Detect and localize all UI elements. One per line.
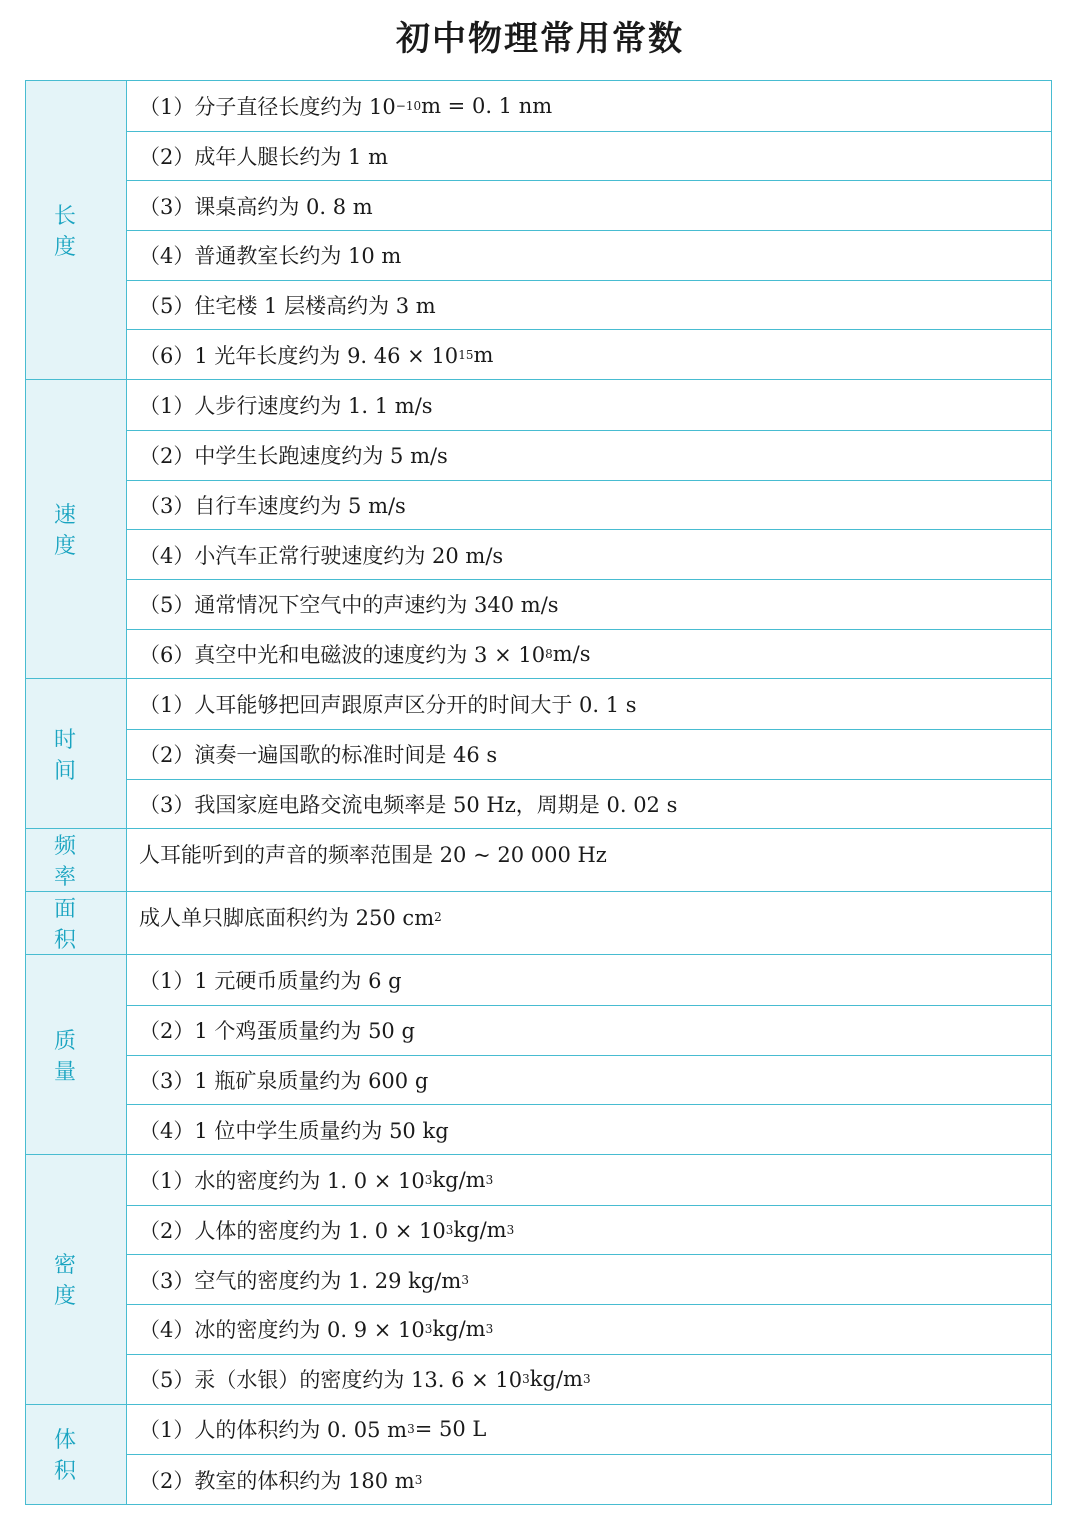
row-text: （1）水的密度约为 1. 0 × 10	[139, 1168, 425, 1193]
row-text: kg/m	[453, 1218, 507, 1243]
table-row	[127, 829, 1051, 879]
table-row	[127, 131, 1051, 181]
table-row: （6）1 光年长度约为 9. 46 × 10 15 m	[127, 329, 1051, 379]
category-group	[26, 678, 1051, 828]
category-group	[26, 891, 1051, 954]
table-row: （1）分子直径长度约为 10 −10 m = 0. 1 nm	[127, 81, 1051, 131]
row-text: = 50 L	[414, 1417, 487, 1442]
table-row: （5）汞（水银）的密度约为 13. 6 × 10 3 kg/m 3	[127, 1354, 1051, 1404]
category-label: 频 率	[26, 829, 127, 891]
category-group	[26, 954, 1051, 1154]
category-label: 长 度	[26, 81, 127, 379]
row-text: （2）中学生长跑速度约为 5 m/s	[139, 444, 448, 469]
row-text: （2）1 个鸡蛋质量约为 50 g	[139, 1019, 415, 1044]
row-text: （3）自行车速度约为 5 m/s	[139, 493, 406, 518]
row-text: （6）1 光年长度约为 9. 46 × 10	[139, 343, 459, 368]
row-text: （1）分子直径长度约为 10	[139, 94, 396, 119]
row-text: （5）通常情况下空气中的声速约为 340 m/s	[139, 593, 559, 618]
table-row	[127, 230, 1051, 280]
table-row	[127, 1055, 1051, 1105]
category-items	[127, 81, 1051, 379]
category-items	[127, 955, 1051, 1154]
row-text: （3）课桌高约为 0. 8 m	[139, 194, 373, 219]
row-text: kg/m	[432, 1167, 486, 1192]
category-items	[127, 892, 1051, 954]
row-text: （2）成年人腿长约为 1 m	[139, 145, 388, 170]
category-items	[127, 1405, 1051, 1504]
table-row	[127, 955, 1051, 1005]
row-text: （4）普通教室长约为 10 m	[139, 244, 402, 269]
category-label: 质 量	[26, 955, 127, 1154]
row-text: m = 0. 1 nm	[421, 93, 553, 118]
row-text: （2）教室的体积约为 180 m	[139, 1468, 415, 1493]
table-row: （2）教室的体积约为 180 m 3	[127, 1454, 1051, 1504]
category-group	[26, 1404, 1051, 1504]
row-text: （1）人的体积约为 0. 05 m	[139, 1418, 408, 1443]
table-row	[127, 430, 1051, 480]
category-group	[26, 81, 1051, 379]
table-row: （1）人的体积约为 0. 05 m 3 = 50 L	[127, 1405, 1051, 1455]
table-row	[127, 380, 1051, 430]
table-row: （1）水的密度约为 1. 0 × 10 3 kg/m 3	[127, 1155, 1051, 1205]
category-label: 密 度	[26, 1155, 127, 1403]
table-row: （2）人体的密度约为 1. 0 × 10 3 kg/m 3	[127, 1205, 1051, 1255]
category-label: 时 间	[26, 679, 127, 828]
table-row	[127, 679, 1051, 729]
category-label: 体 积	[26, 1405, 127, 1504]
constants-table	[25, 80, 1052, 1505]
table-row: （4）冰的密度约为 0. 9 × 10 3 kg/m 3	[127, 1304, 1051, 1354]
row-text: （5）住宅楼 1 层楼高约为 3 m	[139, 294, 436, 319]
table-row	[127, 180, 1051, 230]
row-text: （3）我国家庭电路交流电频率是 50 Hz，周期是 0. 02 s	[139, 792, 678, 817]
table-row	[127, 280, 1051, 330]
category-items	[127, 829, 1051, 891]
category-items	[127, 1155, 1051, 1403]
table-row	[127, 1104, 1051, 1154]
row-text: （3）空气的密度约为 1. 29 kg/m	[139, 1268, 462, 1293]
row-text: 成人单只脚底面积约为 250 cm	[139, 906, 435, 931]
table-row	[127, 579, 1051, 629]
category-group	[26, 1154, 1051, 1403]
category-group	[26, 828, 1051, 891]
row-text: m	[473, 342, 494, 367]
table-row: （6）真空中光和电磁波的速度约为 3 × 10 8 m/s	[127, 629, 1051, 679]
category-items	[127, 679, 1051, 828]
table-row	[127, 529, 1051, 579]
row-text: （1）人步行速度约为 1. 1 m/s	[139, 393, 433, 418]
table-row	[127, 1005, 1051, 1055]
row-text: kg/m	[432, 1317, 486, 1342]
row-text: m/s	[552, 641, 591, 666]
page-title: 初中物理常用常数	[396, 19, 684, 59]
table-row	[127, 480, 1051, 530]
category-label: 面 积	[26, 892, 127, 954]
row-text: （2）人体的密度约为 1. 0 × 10	[139, 1219, 446, 1244]
table-row: （3）空气的密度约为 1. 29 kg/m 3	[127, 1254, 1051, 1304]
row-text: （4）小汽车正常行驶速度约为 20 m/s	[139, 543, 504, 568]
row-text: （5）汞（水银）的密度约为 13. 6 × 10	[139, 1368, 523, 1393]
table-row	[127, 779, 1051, 829]
category-items	[127, 380, 1051, 678]
table-row: 成人单只脚底面积约为 250 cm 2	[127, 892, 1051, 942]
row-text: 人耳能听到的声音的频率范围是 20 ~ 20 000 Hz	[139, 843, 607, 868]
row-text: （3）1 瓶矿泉质量约为 600 g	[139, 1069, 429, 1094]
category-label: 速 度	[26, 380, 127, 678]
row-text: （1）1 元硬币质量约为 6 g	[139, 969, 402, 994]
row-text: （6）真空中光和电磁波的速度约为 3 × 10	[139, 642, 546, 667]
row-text: （4）冰的密度约为 0. 9 × 10	[139, 1318, 425, 1343]
row-text: kg/m	[529, 1367, 583, 1392]
category-group	[26, 379, 1051, 678]
row-text: （2）演奏一遍国歌的标准时间是 46 s	[139, 743, 498, 768]
row-text: （4）1 位中学生质量约为 50 kg	[139, 1118, 449, 1143]
table-row	[127, 729, 1051, 779]
row-text: （1）人耳能够把回声跟原声区分开的时间大于 0. 1 s	[139, 693, 637, 718]
